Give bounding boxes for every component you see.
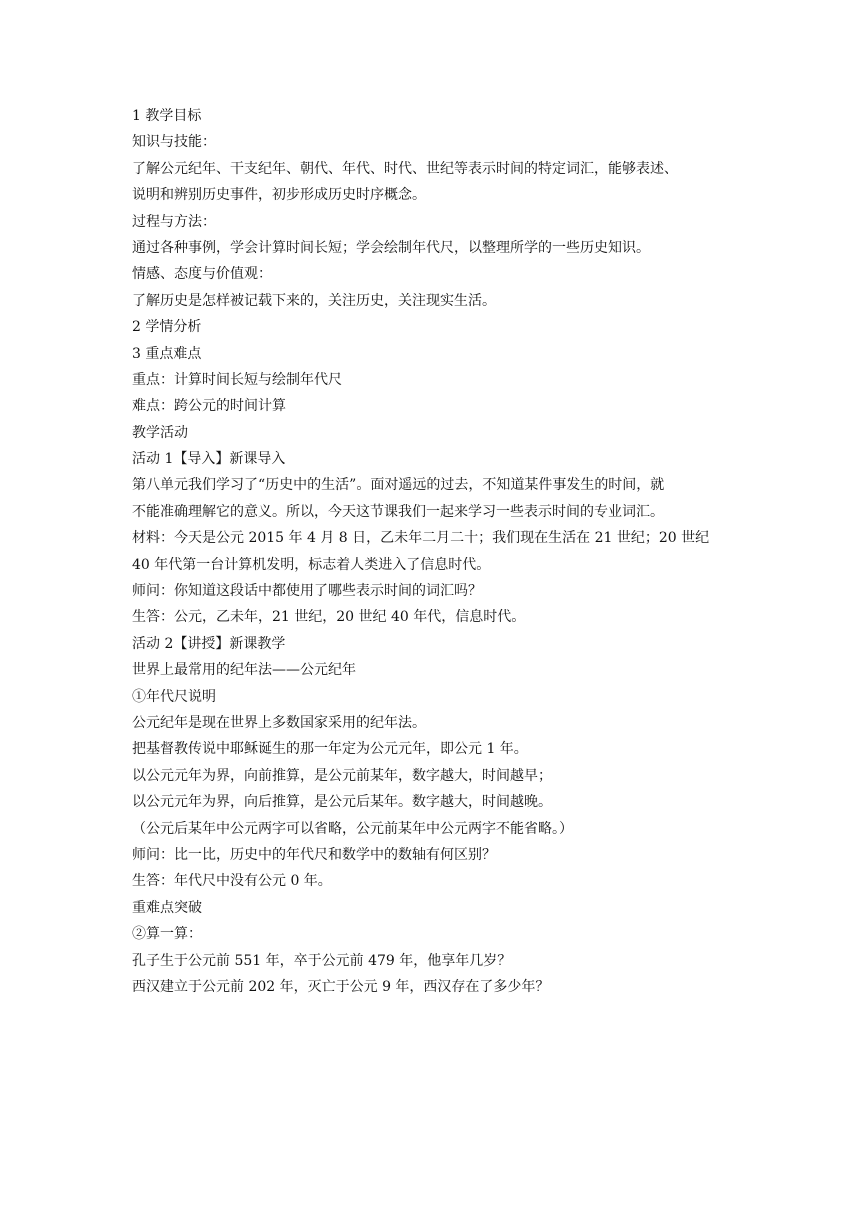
text-line: 情感、态度与价值观： (132, 266, 272, 283)
text-line: 第八单元我们学习了“历史中的生活”。面对遥远的过去，不知道某件事发生的时间，就 (132, 477, 665, 494)
text-line: 师问：比一比，历史中的年代尺和数学中的数轴有何区别？ (132, 846, 496, 863)
text-line: 不能准确理解它的意义。所以，今天这节课我们一起来学习一些表示时间的专业词汇。 (132, 503, 664, 520)
text-line: 以公元元年为界，向前推算，是公元前某年，数字越大，时间越早； (132, 767, 552, 784)
text-line: 世界上最常用的纪年法——公元纪年 (132, 662, 356, 679)
document-body (132, 103, 732, 1000)
text-line: 说明和辨别历史事件，初步形成历史时序概念。 (132, 187, 426, 204)
text-line: 2 学情分析 (132, 319, 202, 336)
text-line: 生答：公元，乙未年，21 世纪，20 世纪 40 年代，信息时代。 (132, 609, 526, 626)
text-line: 孔子生于公元前 551 年，卒于公元前 479 年，他享年几岁？ (132, 952, 512, 969)
text-line: 难点：跨公元的时间计算 (132, 398, 286, 415)
text-line: （公元后某年中公元两字可以省略，公元前某年中公元两字不能省略。） (132, 820, 573, 837)
text-line: 40 年代第一台计算机发明，标志着人类进入了信息时代。 (132, 556, 491, 573)
text-line: 公元纪年是现在世界上多数国家采用的纪年法。 (132, 714, 426, 731)
text-line: 3 重点难点 (132, 345, 202, 362)
text-line: 活动 2【讲授】新课教学 (132, 635, 286, 652)
text-line: 以公元元年为界，向后推算，是公元后某年。数字越大，时间越晚。 (132, 794, 552, 811)
text-line: 把基督教传说中耶稣诞生的那一年定为公元元年，即公元 1 年。 (132, 741, 528, 758)
text-line: 1 教学目标 (132, 108, 202, 124)
text-line: ②算一算： (132, 926, 202, 943)
text-line: ①年代尺说明 (132, 688, 216, 705)
text-line: 通过各种事例，学会计算时间长短；学会绘制年代尺，以整理所学的一些历史知识。 (132, 239, 650, 256)
text-line: 重难点突破 (132, 899, 202, 916)
text-line: 生答：年代尺中没有公元 0 年。 (132, 873, 332, 890)
text-line: 材料：今天是公元 2015 年 4 月 8 日，乙未年二月二十；我们现在生活在 21 世纪；20 世纪 (132, 530, 710, 547)
text-line: 教学活动 (132, 424, 188, 441)
text-line: 师问：你知道这段话中都使用了哪些表示时间的词汇吗？ (132, 583, 482, 600)
text-line: 过程与方法： (132, 213, 216, 230)
text-line: 知识与技能： (132, 134, 216, 151)
text-line: 活动 1【导入】新课导入 (132, 451, 286, 468)
text-line: 重点：计算时间长短与绘制年代尺 (132, 371, 342, 388)
text-line: 了解历史是怎样被记载下来的，关注历史，关注现实生活。 (132, 292, 496, 309)
text-line: 西汉建立于公元前 202 年，灭亡于公元 9 年，西汉存在了多少年？ (132, 978, 550, 995)
text-line: 了解公元纪年、干支纪年、朝代、年代、时代、世纪等表示时间的特定词汇，能够表述、 (132, 160, 678, 177)
